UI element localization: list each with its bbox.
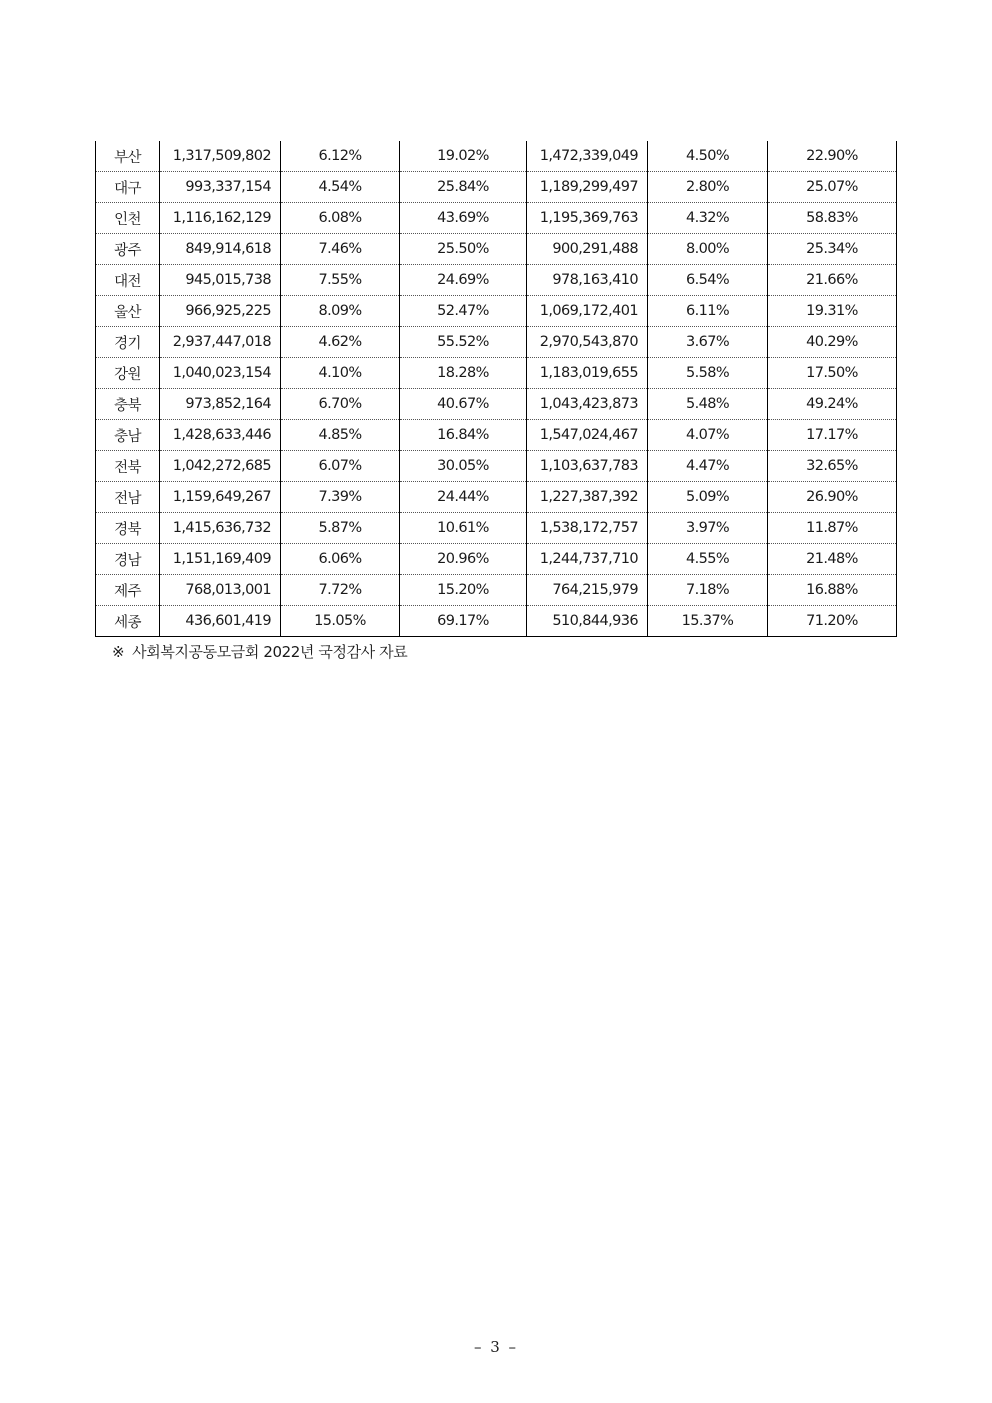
amount-2022-cell: 1,538,172,757 — [527, 513, 648, 544]
rate-a-2021-cell: 7.46% — [281, 234, 400, 265]
rate-b-2021-cell: 52.47% — [400, 296, 527, 327]
page-number: – 3 – — [473, 1338, 519, 1356]
table-row — [96, 544, 897, 575]
rate-a-2022-cell: 6.54% — [648, 265, 768, 296]
table-row — [96, 420, 897, 451]
rate-b-2022-cell: 26.90% — [768, 482, 897, 513]
rate-a-2022-cell: 4.47% — [648, 451, 768, 482]
rate-b-2021-cell: 30.05% — [400, 451, 527, 482]
region-cell: 강원 — [96, 358, 160, 389]
rate-b-2022-cell: 49.24% — [768, 389, 897, 420]
region-cell: 부산 — [96, 141, 160, 172]
region-cell: 충남 — [96, 420, 160, 451]
amount-2021-cell: 993,337,154 — [160, 172, 281, 203]
region-cell: 울산 — [96, 296, 160, 327]
rate-a-2022-cell: 4.07% — [648, 420, 768, 451]
rate-b-2021-cell: 24.69% — [400, 265, 527, 296]
region-cell: 경기 — [96, 327, 160, 358]
amount-2021-cell: 849,914,618 — [160, 234, 281, 265]
reference-mark-icon: ※ — [112, 643, 125, 661]
amount-2022-cell: 900,291,488 — [527, 234, 648, 265]
amount-2022-cell: 2,970,543,870 — [527, 327, 648, 358]
amount-2021-cell: 2,937,447,018 — [160, 327, 281, 358]
table-row — [96, 513, 897, 544]
rate-b-2021-cell: 25.50% — [400, 234, 527, 265]
rate-a-2022-cell: 3.97% — [648, 513, 768, 544]
table-body — [96, 141, 897, 637]
region-cell: 경북 — [96, 513, 160, 544]
rate-b-2022-cell: 21.48% — [768, 544, 897, 575]
amount-2022-cell: 1,472,339,049 — [527, 141, 648, 172]
region-cell: 대구 — [96, 172, 160, 203]
rate-b-2022-cell: 11.87% — [768, 513, 897, 544]
rate-b-2021-cell: 18.28% — [400, 358, 527, 389]
rate-a-2022-cell: 6.11% — [648, 296, 768, 327]
amount-2021-cell: 1,042,272,685 — [160, 451, 281, 482]
rate-a-2022-cell: 7.18% — [648, 575, 768, 606]
rate-a-2021-cell: 6.07% — [281, 451, 400, 482]
rate-b-2022-cell: 22.90% — [768, 141, 897, 172]
table-row — [96, 389, 897, 420]
amount-2021-cell: 945,015,738 — [160, 265, 281, 296]
rate-a-2021-cell: 15.05% — [281, 606, 400, 637]
rate-a-2022-cell: 4.50% — [648, 141, 768, 172]
rate-a-2021-cell: 8.09% — [281, 296, 400, 327]
rate-a-2021-cell: 5.87% — [281, 513, 400, 544]
table-row — [96, 172, 897, 203]
table-row — [96, 265, 897, 296]
rate-b-2021-cell: 69.17% — [400, 606, 527, 637]
rate-b-2022-cell: 17.17% — [768, 420, 897, 451]
rate-a-2022-cell: 3.67% — [648, 327, 768, 358]
rate-a-2021-cell: 7.55% — [281, 265, 400, 296]
rate-a-2022-cell: 5.58% — [648, 358, 768, 389]
region-cell: 충북 — [96, 389, 160, 420]
amount-2022-cell: 1,195,369,763 — [527, 203, 648, 234]
rate-a-2021-cell: 4.54% — [281, 172, 400, 203]
rate-b-2022-cell: 32.65% — [768, 451, 897, 482]
table-row — [96, 606, 897, 637]
amount-2022-cell: 764,215,979 — [527, 575, 648, 606]
rate-b-2021-cell: 25.84% — [400, 172, 527, 203]
rate-b-2021-cell: 19.02% — [400, 141, 527, 172]
amount-2022-cell: 1,189,299,497 — [527, 172, 648, 203]
rate-a-2021-cell: 6.70% — [281, 389, 400, 420]
rate-b-2021-cell: 20.96% — [400, 544, 527, 575]
amount-2021-cell: 1,151,169,409 — [160, 544, 281, 575]
table-row — [96, 575, 897, 606]
region-cell: 광주 — [96, 234, 160, 265]
rate-b-2021-cell: 16.84% — [400, 420, 527, 451]
rate-a-2022-cell: 4.55% — [648, 544, 768, 575]
rate-a-2021-cell: 6.06% — [281, 544, 400, 575]
amount-2022-cell: 1,043,423,873 — [527, 389, 648, 420]
amount-2022-cell: 510,844,936 — [527, 606, 648, 637]
region-cell: 세종 — [96, 606, 160, 637]
rate-b-2021-cell: 15.20% — [400, 575, 527, 606]
amount-2022-cell: 978,163,410 — [527, 265, 648, 296]
amount-2021-cell: 1,428,633,446 — [160, 420, 281, 451]
regional-donation-table — [95, 141, 897, 637]
region-cell: 전북 — [96, 451, 160, 482]
amount-2021-cell: 966,925,225 — [160, 296, 281, 327]
amount-2021-cell: 1,116,162,129 — [160, 203, 281, 234]
table-row — [96, 141, 897, 172]
rate-a-2021-cell: 7.72% — [281, 575, 400, 606]
amount-2021-cell: 768,013,001 — [160, 575, 281, 606]
rate-b-2021-cell: 55.52% — [400, 327, 527, 358]
rate-a-2022-cell: 15.37% — [648, 606, 768, 637]
region-cell: 경남 — [96, 544, 160, 575]
rate-b-2022-cell: 21.66% — [768, 265, 897, 296]
region-cell: 전남 — [96, 482, 160, 513]
rate-a-2021-cell: 4.62% — [281, 327, 400, 358]
table-row — [96, 327, 897, 358]
table-row — [96, 451, 897, 482]
amount-2021-cell: 1,415,636,732 — [160, 513, 281, 544]
rate-b-2022-cell: 17.50% — [768, 358, 897, 389]
rate-a-2021-cell: 6.08% — [281, 203, 400, 234]
table-row — [96, 296, 897, 327]
amount-2022-cell: 1,227,387,392 — [527, 482, 648, 513]
amount-2022-cell: 1,069,172,401 — [527, 296, 648, 327]
amount-2022-cell: 1,103,637,783 — [527, 451, 648, 482]
rate-a-2021-cell: 6.12% — [281, 141, 400, 172]
rate-b-2022-cell: 58.83% — [768, 203, 897, 234]
rate-a-2022-cell: 5.09% — [648, 482, 768, 513]
rate-a-2021-cell: 4.10% — [281, 358, 400, 389]
table-row — [96, 358, 897, 389]
rate-b-2022-cell: 71.20% — [768, 606, 897, 637]
rate-b-2021-cell: 24.44% — [400, 482, 527, 513]
rate-b-2021-cell: 10.61% — [400, 513, 527, 544]
table-row — [96, 203, 897, 234]
rate-b-2022-cell: 25.07% — [768, 172, 897, 203]
rate-b-2021-cell: 40.67% — [400, 389, 527, 420]
rate-a-2022-cell: 8.00% — [648, 234, 768, 265]
rate-a-2022-cell: 4.32% — [648, 203, 768, 234]
rate-a-2022-cell: 5.48% — [648, 389, 768, 420]
rate-a-2022-cell: 2.80% — [648, 172, 768, 203]
rate-b-2021-cell: 43.69% — [400, 203, 527, 234]
table-row — [96, 234, 897, 265]
region-cell: 제주 — [96, 575, 160, 606]
amount-2021-cell: 436,601,419 — [160, 606, 281, 637]
rate-a-2021-cell: 4.85% — [281, 420, 400, 451]
region-cell: 인천 — [96, 203, 160, 234]
amount-2022-cell: 1,183,019,655 — [527, 358, 648, 389]
rate-b-2022-cell: 25.34% — [768, 234, 897, 265]
footnote-text: 사회복지공동모금회 2022년 국정감사 자료 — [132, 643, 408, 661]
amount-2022-cell: 1,244,737,710 — [527, 544, 648, 575]
rate-a-2021-cell: 7.39% — [281, 482, 400, 513]
source-footnote — [112, 641, 407, 662]
region-cell: 대전 — [96, 265, 160, 296]
rate-b-2022-cell: 19.31% — [768, 296, 897, 327]
amount-2021-cell: 973,852,164 — [160, 389, 281, 420]
rate-b-2022-cell: 16.88% — [768, 575, 897, 606]
amount-2021-cell: 1,317,509,802 — [160, 141, 281, 172]
rate-b-2022-cell: 40.29% — [768, 327, 897, 358]
amount-2022-cell: 1,547,024,467 — [527, 420, 648, 451]
amount-2021-cell: 1,159,649,267 — [160, 482, 281, 513]
amount-2021-cell: 1,040,023,154 — [160, 358, 281, 389]
table-row — [96, 482, 897, 513]
